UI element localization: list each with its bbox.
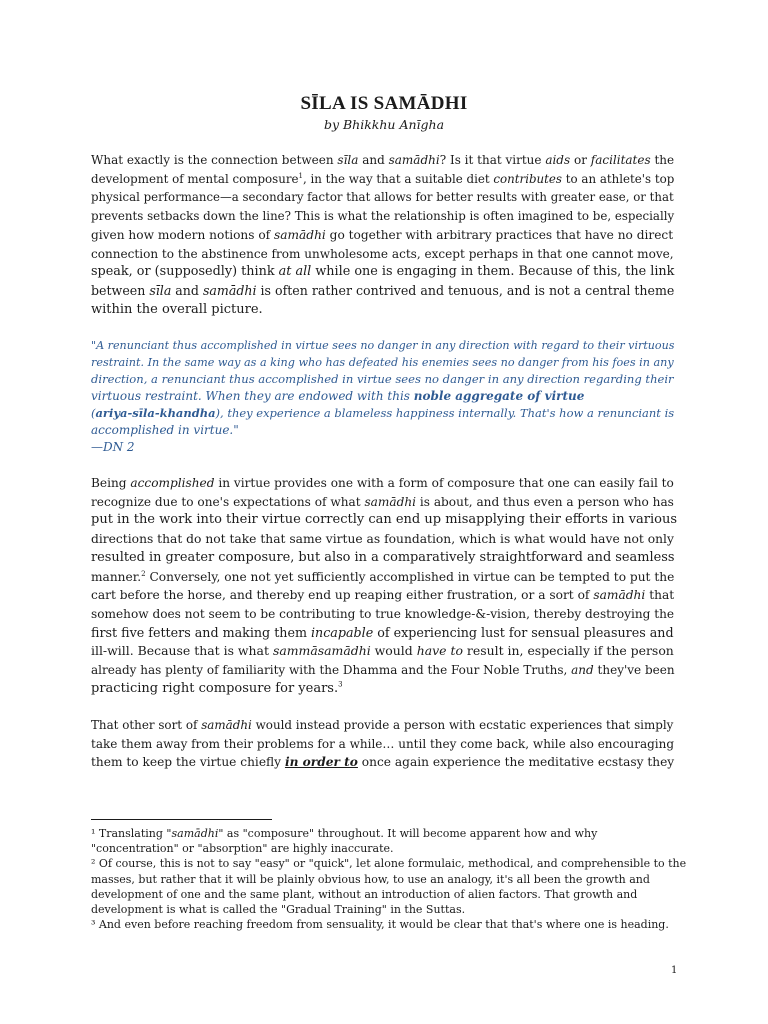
text-run: Conversely, one not yet sufficiently accomplished in virtue can be tempted to put the — [145, 569, 675, 584]
sutta-quotation — [91, 337, 677, 456]
text-run: ), they experience a blameless happiness internally. That's how a renunciant is — [215, 406, 675, 420]
text-line: somehow does not seem to be contributing to true knowledge-&-vision, thereby destroying the — [91, 606, 675, 621]
text-line — [91, 680, 677, 699]
text-line — [91, 226, 677, 245]
text-line: take them away from their problems for a while… until they come back, while also encouraging — [91, 736, 675, 751]
text-run: What exactly is the connection between — [91, 153, 338, 167]
text-run: ? Is it that virtue — [439, 153, 546, 167]
text-run: of experiencing lust for sensual pleasures and — [373, 624, 674, 640]
italic-term: facilitates — [590, 153, 651, 167]
text-run: to an athlete's top — [562, 171, 675, 186]
text-run: or — [570, 153, 591, 167]
text-run: manner. — [91, 569, 142, 584]
text-run: they've been — [593, 663, 675, 678]
italic-term: samādhi — [593, 588, 646, 603]
text-run: practicing right composure for years. — [91, 680, 339, 696]
text-run: ill-will. Because that is what — [91, 643, 273, 659]
text-run: would — [370, 643, 417, 659]
text-line — [91, 642, 677, 661]
text-line — [91, 282, 677, 301]
text-run: in virtue provides one with a form of composure that one can easily fail to — [214, 476, 674, 490]
text-run: That other sort of — [91, 718, 202, 732]
footnote-1-cont: "concentration" or "absorption" are highly inaccurate. — [91, 842, 394, 856]
italic-term: sīla — [149, 282, 172, 298]
paragraph-3 — [91, 716, 677, 772]
text-run: that — [645, 588, 675, 603]
italic-term: sīla — [337, 153, 359, 167]
text-run: the — [650, 153, 675, 167]
italic-term: incapable — [311, 624, 374, 640]
italic-term: samādhi — [201, 718, 252, 732]
italic-term: aids — [545, 153, 571, 167]
text-run: would instead provide a person with ecstatic experiences that simply — [251, 718, 674, 732]
text-line — [91, 170, 677, 189]
italic-term: contributes — [493, 171, 562, 186]
text-line: directions that do not take that same virtue as foundation, which is what would have not only — [91, 532, 674, 547]
text-line — [91, 661, 677, 680]
text-line: resulted in greater composure, but also in a comparatively straightforward and seamless — [91, 549, 675, 565]
text-run: is often rather contrived and tenuous, and is not a central theme — [256, 282, 675, 298]
footnote-1 — [91, 826, 691, 841]
italic-term: and — [571, 663, 594, 678]
text-run: given how modern notions of — [91, 227, 275, 242]
text-run: between — [91, 282, 150, 298]
text-line: prevents setbacks down the line? This is what the relationship is often imagined to be, especially — [91, 209, 675, 224]
text-run: ¹ Translating " — [91, 827, 172, 840]
text-run: ( — [91, 406, 96, 420]
text-run: them to keep the virtue chiefly — [91, 755, 285, 770]
text-line: direction, a renunciant thus accomplished in virtue sees no danger in any direction regarding their — [91, 372, 674, 386]
footnote-ref[interactable]: 3 — [338, 680, 343, 689]
text-line: "A renunciant thus accomplished in virtue sees no danger in any direction with regard to their virtuous — [91, 339, 675, 352]
footnote-ref[interactable]: 1 — [298, 171, 303, 180]
text-line: restraint. In the same way as a king who has defeated his enemies sees no danger from his foes in any — [91, 356, 674, 369]
text-line: put in the work into their virtue correctly can end up misapplying their efforts in various — [91, 512, 678, 528]
document-title: SĪLA IS SAMĀDHI — [300, 93, 468, 114]
text-line — [91, 624, 677, 643]
text-line — [91, 474, 677, 493]
footnote-2-cont: development is what is called the "Gradual Training" in the Suttas. — [91, 903, 466, 917]
text-run: and — [358, 153, 389, 167]
italic-term: samādhi — [202, 282, 257, 298]
text-run: speak, or (supposedly) think — [91, 264, 279, 280]
text-run: development of mental composure — [91, 171, 299, 186]
text-line: accomplished in virtue." — [91, 423, 239, 437]
text-line — [91, 151, 677, 170]
text-run: recognize due to one's expectations of what — [91, 494, 365, 509]
text-run: virtuous restraint. When they are endowed with this — [91, 389, 414, 403]
text-run: is about, and thus even a person who has — [416, 494, 674, 509]
text-run: " as "composure" throughout. It will become apparent how and why — [218, 827, 598, 840]
text-run: go together with arbitrary practices that have no direct — [325, 227, 674, 242]
page-number: 1 — [671, 965, 678, 976]
text-line — [91, 753, 677, 772]
italic-term: at all — [278, 264, 312, 280]
paragraph-1 — [91, 151, 677, 319]
text-run: already has plenty of familiarity with the Dhamma and the Four Noble Truths, — [91, 663, 572, 678]
text-line: within the overall picture. — [91, 301, 263, 317]
italic-term: accomplished — [130, 476, 215, 490]
text-line — [91, 586, 677, 605]
text-line — [91, 263, 677, 282]
footnote-2-cont: masses, but rather that it will be plainly obvious how, to use an analogy, it's all been the growth and — [91, 872, 650, 886]
text-run: while one is engaging in them. Because of this, the link — [311, 264, 675, 280]
italic-term: sammāsamādhi — [272, 643, 371, 659]
text-run: first five fetters and making them — [91, 624, 311, 640]
text-line — [91, 405, 677, 422]
text-run: result in, especially if the person — [462, 643, 674, 659]
emphasized-phrase: in order to — [284, 755, 358, 770]
text-run: once again experience the meditative ecstasy they — [357, 755, 675, 770]
text-line — [91, 388, 677, 405]
italic-term: samādhi — [388, 153, 440, 167]
footnote-ref[interactable]: 2 — [141, 569, 146, 578]
footnote-2-cont: development of one and the same plant, without an introduction of alien factors. That growth and — [91, 887, 638, 901]
italic-term: samādhi — [274, 227, 326, 242]
text-line — [91, 716, 677, 735]
text-line: connection to the abstinence from unwholesome acts, except perhaps in that one cannot move, — [91, 246, 674, 261]
text-line — [91, 568, 677, 587]
paragraph-2 — [91, 474, 677, 698]
author-byline: by Bhikkhu Anīgha — [323, 117, 445, 132]
footnote-2: ² Of course, this is not to say "easy" or "quick", let alone formulaic, methodical, and comprehensible to the — [91, 857, 687, 871]
bold-term: ariya-sīla-khandha — [95, 406, 216, 420]
italic-term: have to — [416, 643, 463, 659]
text-run: Being — [91, 476, 131, 490]
text-run: and — [171, 282, 203, 298]
italic-term: samādhi — [171, 827, 219, 840]
italic-term: samādhi — [364, 494, 417, 509]
text-run: , in the way that a suitable diet — [302, 171, 494, 186]
text-run: cart before the horse, and thereby end up reaping either frustration, or a sort of — [91, 588, 594, 603]
text-line — [91, 493, 677, 512]
text-line: physical performance—a secondary factor that allows for better results with greater ease, or that — [91, 190, 674, 205]
footnotes — [91, 826, 691, 932]
footnote-3: ³ And even before reaching freedom from sensuality, it would be clear that that's where one is heading. — [91, 918, 669, 932]
quote-citation: —DN 2 — [91, 440, 135, 454]
footnote-separator — [91, 819, 272, 820]
bold-term: noble aggregate of virtue — [413, 389, 585, 403]
